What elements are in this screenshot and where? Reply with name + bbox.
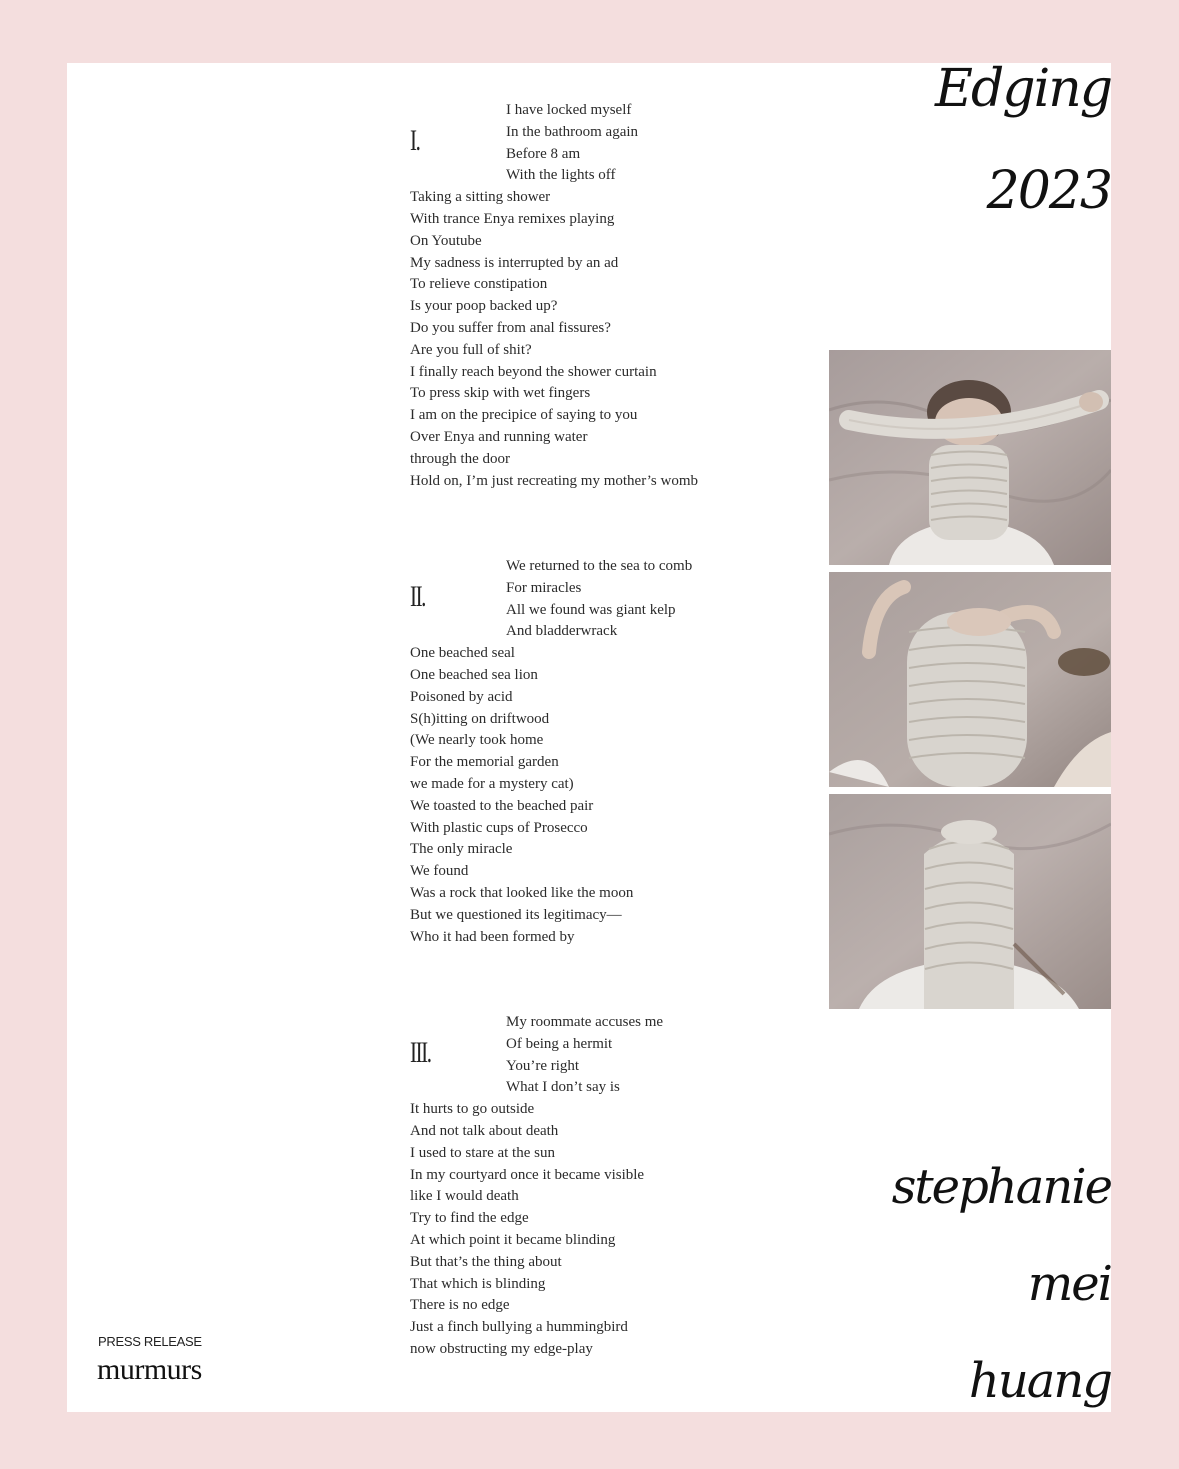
section-numeral: I. [410, 124, 420, 157]
performance-photo-2 [829, 572, 1111, 787]
poem-line: Try to find the edge [410, 1210, 529, 1227]
section-numeral: III. [410, 1036, 431, 1069]
poem-line: And bladderwrack [506, 623, 618, 640]
press-release-label: PRESS RELEASE [98, 1334, 202, 1349]
poem-line: And not talk about death [410, 1122, 559, 1139]
poem-line: All we found was giant kelp [506, 601, 676, 618]
poem-line: we made for a mystery cat) [410, 775, 574, 792]
poem-line: S(h)itting on driftwood [410, 710, 550, 727]
body-lines [410, 187, 698, 492]
poem-line: through the door [410, 450, 510, 467]
poem-line: Poisoned by acid [410, 688, 513, 705]
indented-lines [506, 100, 638, 187]
poem-line: Was a rock that looked like the moon [410, 884, 634, 901]
poem-line: For miracles [506, 579, 582, 596]
poem-line: We found [410, 863, 469, 880]
indented-lines [506, 1012, 663, 1099]
performance-photo-1 [829, 350, 1111, 565]
poem-line: Is your poop backed up? [410, 298, 558, 315]
poem-line: One beached sea lion [410, 666, 538, 683]
body-lines [410, 643, 633, 948]
poem-line: For the memorial garden [410, 754, 559, 771]
poem-line: Hold on, I’m just recreating my mother’s womb [410, 472, 699, 489]
artist-last-name: huang [968, 1353, 1111, 1409]
poem-line: But we questioned its legitimacy— [410, 906, 622, 923]
poem-line: Who it had been formed by [410, 928, 575, 945]
poem-line: Are you full of shit? [410, 341, 532, 358]
exhibition-title: Edging [935, 63, 1111, 119]
poem-line: With plastic cups of Prosecco [410, 819, 588, 836]
poem-line: like I would death [410, 1188, 519, 1205]
poem-line: We returned to the sea to comb [506, 558, 693, 574]
poem-line: You’re right [506, 1057, 580, 1074]
poem-line: Over Enya and running water [410, 428, 588, 445]
poem-line: I finally reach beyond the shower curtain [410, 363, 657, 380]
artist-first-name: stephanie [891, 1159, 1111, 1215]
poem-line: On Youtube [410, 232, 482, 249]
poem-line: now obstructing my edge-play [410, 1340, 593, 1357]
poem-line: I am on the precipice of saying to you [410, 407, 638, 424]
poem-line: That which is blinding [410, 1275, 546, 1292]
performance-photo-3 [829, 794, 1111, 1009]
poem-line: My roommate accuses me [506, 1014, 664, 1030]
indented-lines [506, 556, 692, 643]
poem-line: Of being a hermit [506, 1035, 613, 1052]
poem-line: But that’s the thing about [410, 1253, 562, 1270]
poem-line: With the lights off [506, 167, 616, 184]
poem-line: Taking a sitting shower [410, 189, 551, 206]
poem-line: To press skip with wet fingers [410, 385, 591, 402]
poem-line: With trance Enya remixes playing [410, 210, 615, 227]
poem-line: It hurts to go outside [410, 1101, 535, 1118]
poem-line: What I don’t say is [506, 1079, 620, 1096]
body-lines [410, 1099, 644, 1361]
poem-line: (We nearly took home [410, 732, 544, 749]
brand-logo: murmurs [97, 1353, 202, 1386]
poem-line: Before 8 am [506, 145, 581, 162]
poem-line: Just a finch bullying a hummingbird [410, 1319, 628, 1336]
poem-line: To relieve constipation [410, 276, 548, 293]
press-release-page [67, 63, 1111, 1412]
poem-line: I used to stare at the sun [410, 1144, 555, 1161]
poem-line: At which point it became blinding [410, 1231, 616, 1248]
poem-line: One beached seal [410, 645, 515, 662]
poem-line: There is no edge [410, 1297, 510, 1314]
exhibition-year: 2023 [986, 161, 1111, 221]
poem-line: We toasted to the beached pair [410, 797, 594, 814]
poem-line: In the bathroom again [506, 123, 639, 140]
poem-line: I have locked myself [506, 102, 632, 118]
poem-line: In my courtyard once it became visible [410, 1166, 645, 1183]
section-numeral: II. [410, 580, 426, 613]
artist-middle-name: mei [1027, 1256, 1111, 1312]
poem-line: The only miracle [410, 841, 513, 858]
poem-line: My sadness is interrupted by an ad [410, 254, 619, 271]
poem-line: Do you suffer from anal fissures? [410, 319, 611, 336]
